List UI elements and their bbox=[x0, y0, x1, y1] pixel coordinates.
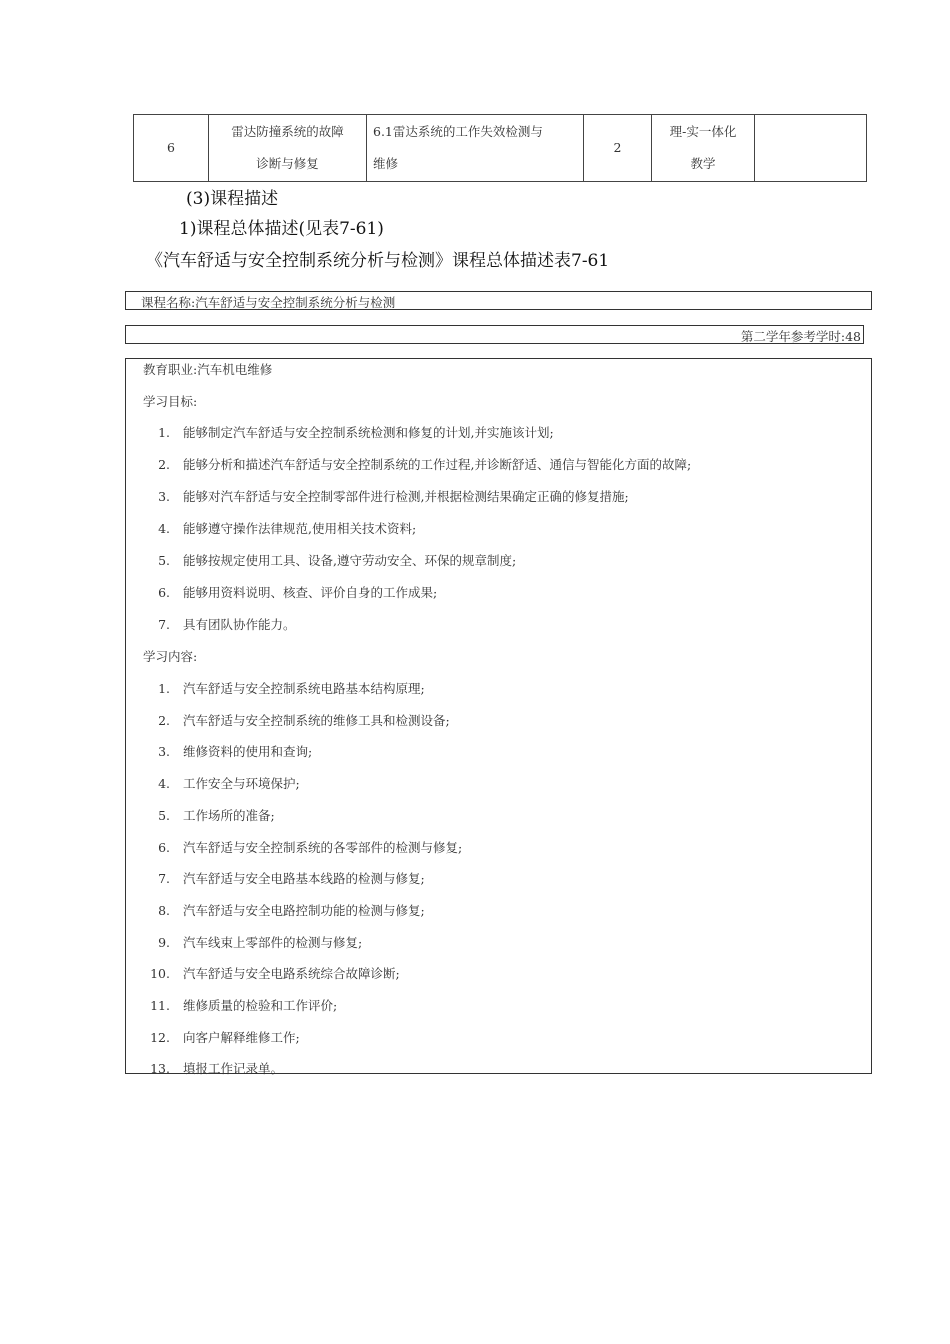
list-item bbox=[140, 519, 416, 537]
list-item bbox=[140, 933, 362, 951]
list-item-text: 汽车舒适与安全电路控制功能的检测与修复; bbox=[183, 902, 425, 918]
list-item-number: 4. bbox=[158, 776, 170, 792]
list-item bbox=[140, 742, 312, 760]
goals-label: 学习目标: bbox=[143, 394, 198, 409]
task-name-cell bbox=[209, 115, 367, 182]
list-item-number: 2. bbox=[158, 457, 170, 472]
list-item-number: 5. bbox=[158, 553, 170, 568]
list-item bbox=[140, 615, 296, 633]
list-item bbox=[140, 679, 425, 697]
table-row bbox=[134, 115, 867, 182]
content-label: 学习内容: bbox=[143, 649, 198, 664]
list-item-text: 工作安全与环境保护; bbox=[183, 776, 300, 792]
list-item-number: 1. bbox=[158, 425, 170, 440]
list-item-number: 7. bbox=[158, 871, 170, 887]
task-seq-cell: 6 bbox=[134, 115, 209, 182]
task-method-line: 教学 bbox=[690, 156, 716, 171]
list-item-number: 6. bbox=[158, 839, 170, 855]
task-name-line: 诊断与修复 bbox=[256, 156, 319, 171]
list-item-text: 向客户解释维修工作; bbox=[183, 1029, 300, 1045]
list-item-text: 维修质量的检验和工作评价; bbox=[183, 998, 338, 1013]
list-item-text: 汽车舒适与安全控制系统的维修工具和检测设备; bbox=[183, 712, 450, 728]
list-item-number: 6. bbox=[158, 585, 170, 600]
ref-hours: 第二学年参考学时:48 bbox=[740, 329, 861, 344]
section-heading: (3)课程描述 bbox=[186, 189, 279, 209]
list-item-text: 工作场所的准备; bbox=[183, 807, 275, 823]
list-item-text: 填报工作记录单。 bbox=[183, 1061, 284, 1077]
list-item-number: 8. bbox=[158, 902, 170, 918]
task-hours-cell: 2 bbox=[584, 115, 652, 182]
list-item bbox=[140, 901, 425, 919]
list-item-number: 2. bbox=[158, 712, 170, 728]
task-remark-cell bbox=[755, 115, 867, 182]
list-item-text: 能够遵守操作法律规范,使用相关技术资料; bbox=[183, 521, 417, 536]
list-item-text: 汽车舒适与安全电路系统综合故障诊断; bbox=[183, 966, 400, 982]
course-name-box bbox=[125, 291, 872, 310]
task-name-line: 雷达防撞系统的故障 bbox=[231, 124, 344, 139]
task-method-cell bbox=[652, 115, 755, 182]
task-content-cell bbox=[367, 115, 584, 182]
list-item-number: 5. bbox=[158, 807, 170, 823]
list-item bbox=[140, 996, 337, 1014]
list-item-text: 汽车线束上零部件的检测与修复; bbox=[183, 934, 363, 950]
list-item bbox=[140, 1059, 283, 1077]
list-item-text: 具有团队协作能力。 bbox=[183, 617, 296, 632]
list-item bbox=[140, 838, 462, 856]
list-item-number: 7. bbox=[158, 617, 170, 632]
list-item-number: 4. bbox=[158, 521, 170, 536]
list-item bbox=[140, 711, 450, 729]
list-item-number: 13. bbox=[150, 1061, 170, 1077]
list-item-number: 3. bbox=[158, 489, 170, 504]
task-content-line: 维修 bbox=[373, 156, 399, 171]
list-item-text: 维修资料的使用和查询; bbox=[183, 744, 313, 760]
list-item-number: 9. bbox=[158, 934, 170, 950]
task-table bbox=[133, 114, 867, 182]
sub-heading: 1)课程总体描述(见表7-61) bbox=[179, 219, 384, 239]
list-item bbox=[140, 869, 425, 887]
career-line: 教育职业:汽车机电维修 bbox=[143, 362, 273, 377]
list-item-text: 能够用资料说明、核查、评价自身的工作成果; bbox=[183, 585, 438, 600]
list-item-text: 汽车舒适与安全控制系统的各零部件的检测与修复; bbox=[183, 839, 463, 855]
table-title: 《汽车舒适与安全控制系统分析与检测》课程总体描述表7-61 bbox=[146, 251, 610, 271]
list-item bbox=[140, 487, 629, 505]
list-item-text: 汽车舒适与安全电路基本线路的检测与修复; bbox=[183, 871, 425, 887]
ref-hours-box bbox=[125, 325, 864, 344]
list-item-text: 能够制定汽车舒适与安全控制系统检测和修复的计划,并实施该计划; bbox=[183, 425, 554, 440]
list-item-text: 能够按规定使用工具、设备,遵守劳动安全、环保的规章制度; bbox=[183, 553, 517, 568]
list-item-number: 10. bbox=[150, 966, 170, 982]
list-item bbox=[140, 551, 516, 569]
list-item bbox=[140, 423, 554, 441]
list-item bbox=[140, 774, 300, 792]
list-item bbox=[140, 455, 691, 473]
list-item-text: 汽车舒适与安全控制系统电路基本结构原理; bbox=[183, 681, 425, 696]
task-content-line: 6.1雷达系统的工作失效检测与 bbox=[373, 124, 543, 139]
list-item-number: 1. bbox=[158, 681, 170, 696]
list-item-number: 3. bbox=[158, 744, 170, 760]
course-name: 课程名称:汽车舒适与安全控制系统分析与检测 bbox=[141, 295, 396, 310]
course-description-box bbox=[125, 358, 872, 1077]
task-method-line: 理-实一体化 bbox=[669, 124, 737, 139]
list-item-text: 能够对汽车舒适与安全控制零部件进行检测,并根据检测结果确定正确的修复措施; bbox=[183, 489, 629, 504]
list-item-number: 11. bbox=[150, 998, 170, 1013]
list-item bbox=[140, 806, 275, 824]
list-item bbox=[140, 583, 437, 601]
list-item-number: 12. bbox=[150, 1029, 170, 1045]
list-item-text: 能够分析和描述汽车舒适与安全控制系统的工作过程,并诊断舒适、通信与智能化方面的故障; bbox=[183, 457, 692, 472]
list-item bbox=[140, 964, 400, 982]
list-item bbox=[140, 1028, 300, 1046]
